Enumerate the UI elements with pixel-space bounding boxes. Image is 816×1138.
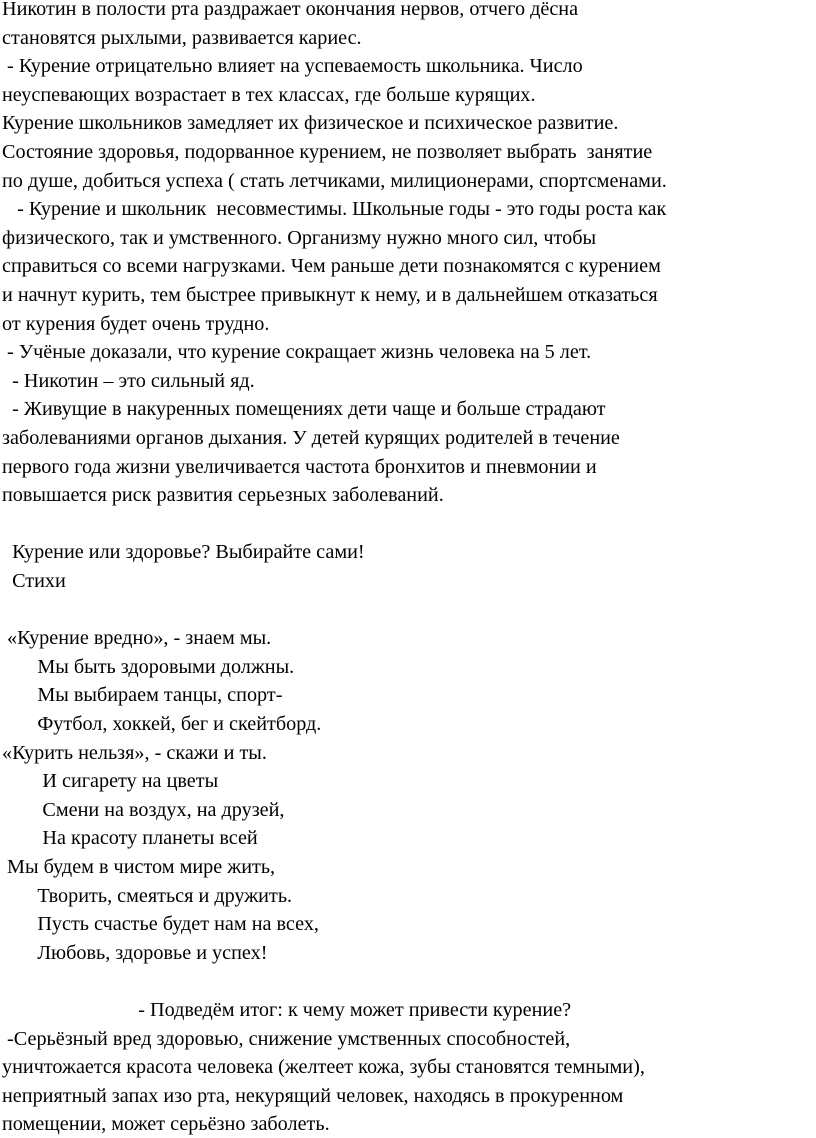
poem-line: Любовь, здоровье и успех! — [2, 942, 268, 964]
text-line: справиться со всеми нагрузками. Чем раньше дети познакомятся с курением — [2, 255, 661, 277]
text-line: помещении, может серьёзно заболеть. — [2, 1113, 330, 1135]
poem-line: И сигарету на цветы — [2, 770, 219, 792]
text-line: физического, так и умственного. Организму нужно много сил, чтобы — [2, 227, 597, 249]
text-line: - Учёные доказали, что курение сокращает жизнь человека на 5 лет. — [2, 341, 592, 363]
poem-line: Смени на воздух, на друзей, — [2, 799, 285, 821]
poem-line: Футбол, хоккей, бег и скейтборд. — [2, 713, 322, 735]
poem-line: Творить, смеяться и дружить. — [2, 885, 293, 907]
text-line: от курения будет очень трудно. — [2, 313, 270, 335]
text-line: неуспевающих возрастает в тех классах, где больше курящих. — [2, 84, 536, 106]
text-line: и начнут курить, тем быстрее привыкнут к нему, и в дальнейшем отказаться — [2, 284, 658, 306]
poem-line: Мы будем в чистом мире жить, — [2, 856, 276, 878]
text-line: - Живущие в накуренных помещениях дети чаще и больше страдают — [2, 398, 606, 420]
poem-line: На красоту планеты всей — [2, 827, 258, 849]
text-line: уничтожается красота человека (желтеет кожа, зубы становятся темными), — [2, 1056, 645, 1078]
summary-question: - Подведём итог: к чему может привести курение? — [2, 999, 572, 1021]
poem-line: Мы выбираем танцы, спорт- — [2, 684, 283, 706]
poem-line: «Курение вредно», - знаем мы. — [2, 627, 272, 649]
text-line: неприятный запах изо рта, некурящий человек, находясь в прокуренном — [2, 1085, 624, 1107]
poem-line: Пусть счастье будет нам на всех, — [2, 913, 319, 935]
text-line: Состояние здоровья, подорванное курением, не позволяет выбрать занятие — [2, 141, 653, 163]
poem-heading: Стихи — [2, 570, 66, 592]
text-line: -Серьёзный вред здоровью, снижение умственных способностей, — [2, 1028, 571, 1050]
text-line: Курение школьников замедляет их физическое и психическое развитие. — [2, 112, 619, 134]
text-line: первого года жизни увеличивается частота бронхитов и пневмонии и — [2, 456, 597, 478]
closing-question: Курение или здоровье? Выбирайте сами! — [2, 541, 365, 563]
text-line: - Курение и школьник несовместимы. Школьные годы - это годы роста как — [2, 198, 667, 220]
text-line: становятся рыхлыми, развивается кариес. — [2, 27, 362, 49]
poem-line: Мы быть здоровыми должны. — [2, 656, 295, 678]
text-line: Никотин в полости рта раздражает окончания нервов, отчего дёсна — [2, 0, 579, 20]
text-line: - Никотин – это сильный яд. — [2, 370, 255, 392]
text-line: заболеваниями органов дыхания. У детей курящих родителей в течение — [2, 427, 620, 449]
poem-line: «Курить нельзя», - скажи и ты. — [2, 742, 267, 764]
text-line: - Курение отрицательно влияет на успеваемость школьника. Число — [2, 55, 583, 77]
text-line: повышается риск развития серьезных заболеваний. — [2, 484, 444, 506]
text-line: по душе, добиться успеха ( стать летчиками, милиционерами, спортсменами. — [2, 170, 667, 192]
